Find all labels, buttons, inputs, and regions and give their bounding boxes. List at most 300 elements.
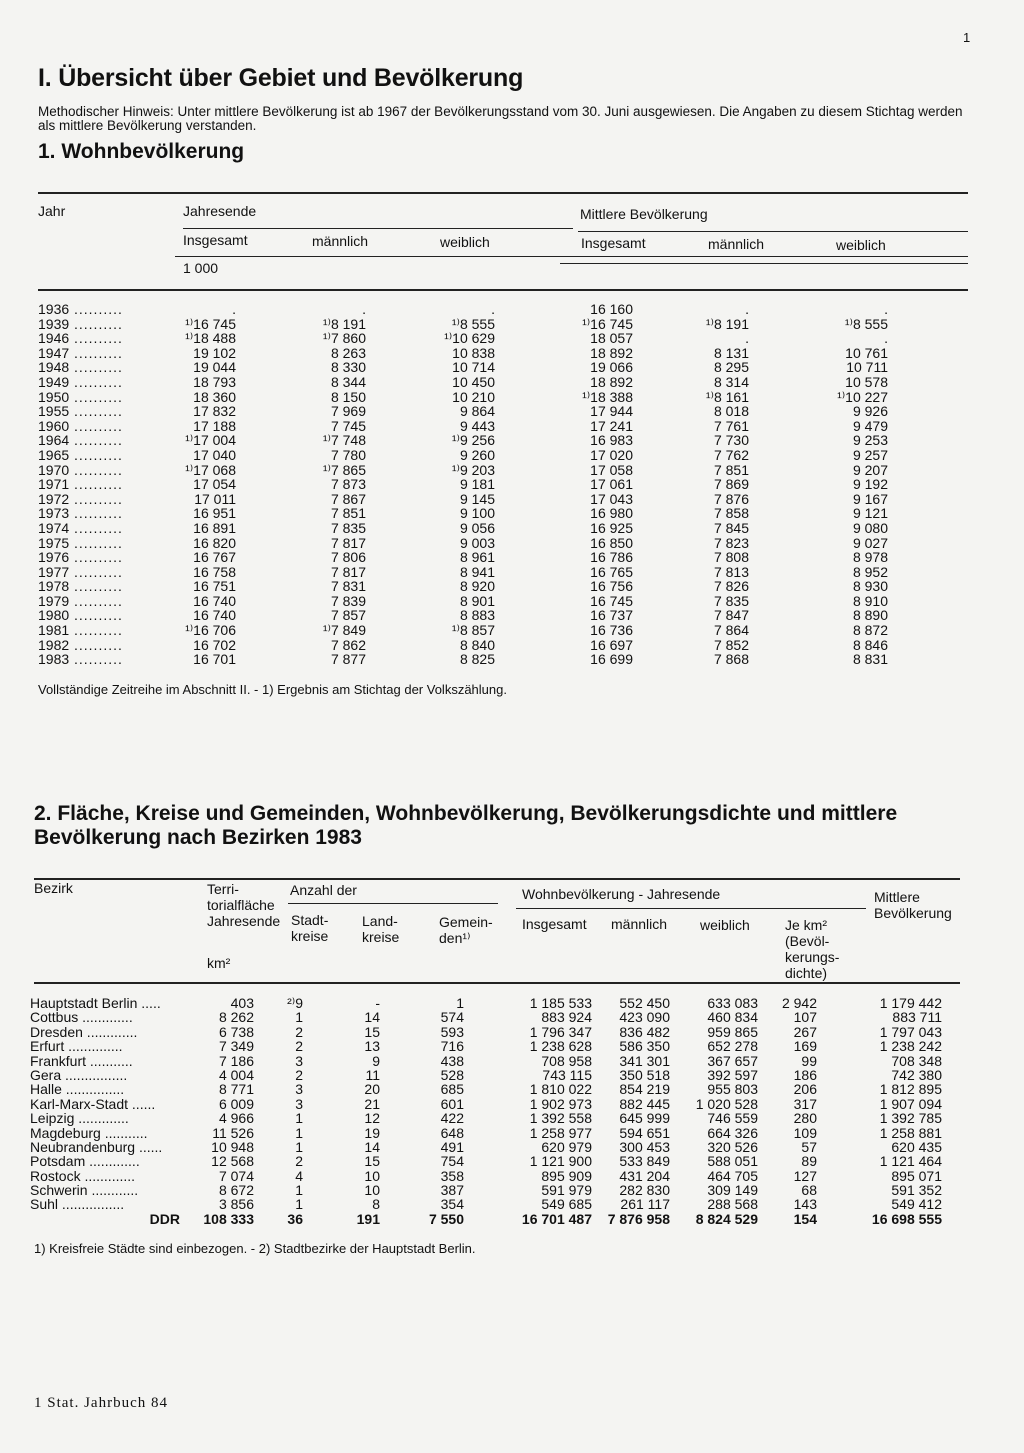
- table2-cell: 438: [440, 1052, 464, 1069]
- table2-rule-anzahl: [288, 903, 498, 904]
- table2-cell-bezirk: Potsdam .............: [30, 1153, 140, 1170]
- table1-cell: 18 360: [193, 388, 236, 405]
- table2-cell: 392 597: [707, 1066, 758, 1083]
- table1-cell: 8 883: [459, 607, 495, 624]
- table2-cell: 2 942: [781, 995, 817, 1011]
- table2-cell: 593: [440, 1023, 464, 1040]
- table2-cell: 8 672: [218, 1182, 254, 1199]
- table1-leader-dots: ..........: [74, 476, 123, 493]
- table1-cell-year: 1947: [38, 344, 70, 361]
- table1-cell: 9 080: [852, 519, 888, 536]
- table1-row: [38, 579, 968, 594]
- table1-cell: 16 891: [193, 519, 236, 536]
- table1-cell: 7 868: [713, 651, 749, 668]
- table1-row: [38, 594, 968, 609]
- table2-row: [30, 1025, 960, 1039]
- table2-header-bottom-rule: [34, 982, 960, 984]
- table1-cell: 7 873: [330, 476, 366, 493]
- table2-cell: 895 909: [541, 1167, 592, 1184]
- table1-row: [38, 565, 968, 580]
- table2-cell: 282 830: [619, 1182, 670, 1199]
- table1-cell: 18 892: [590, 373, 633, 390]
- table1-cell: 7 858: [713, 505, 749, 522]
- table2-cell: 19: [364, 1124, 380, 1141]
- table2-cell: 16 701 487: [521, 1210, 592, 1227]
- table1-cell: ¹⁾16 706: [185, 622, 236, 639]
- table1-cell: 8 344: [330, 373, 366, 390]
- table2-cell: 1 185 533: [529, 995, 592, 1011]
- table1-cell: ¹⁾7 849: [322, 622, 366, 639]
- table1-cell: 19 066: [590, 359, 633, 376]
- table2-row: [30, 1097, 960, 1111]
- table2-cell-bezirk: Halle ...............: [30, 1081, 125, 1098]
- table1-cell-year: 1982: [38, 636, 70, 653]
- table1-cell: 16 951: [193, 505, 236, 522]
- table2-row: [30, 1068, 960, 1082]
- table2-row: [30, 1154, 960, 1168]
- table2-cell: 464 705: [707, 1167, 758, 1184]
- table2-cell: 10: [364, 1182, 380, 1199]
- table1-cell: 9 207: [852, 461, 888, 478]
- table1-cell: ¹⁾8 555: [844, 315, 888, 332]
- table1-leader-dots: ..........: [74, 461, 123, 478]
- table1-row: [38, 638, 968, 653]
- table1-row: [38, 419, 968, 434]
- table2-cell: 320 526: [707, 1138, 758, 1155]
- table2-cell: 4 004: [218, 1066, 254, 1083]
- table2-header-wohnbev: Wohnbevölkerung - Jahresende: [522, 886, 721, 902]
- table1-row: [38, 433, 968, 448]
- table1-cell: 7 864: [713, 622, 749, 639]
- table2-cell: 3 856: [218, 1196, 254, 1213]
- table2-cell: 3: [295, 1081, 303, 1098]
- table1-header-maennlich-1: männlich: [312, 233, 369, 249]
- table2-cell: 460 834: [707, 1009, 758, 1026]
- table1-cell-year: 1972: [38, 490, 70, 507]
- table1-leader-dots: ..........: [74, 432, 123, 449]
- table1-cell: 16 745: [590, 592, 633, 609]
- table2-cell: 1 392 558: [529, 1110, 592, 1127]
- table1-cell: 7 869: [713, 476, 749, 493]
- table2-header-landkreise: Land- kreise: [362, 913, 400, 945]
- table1-cell: 17 832: [193, 403, 236, 420]
- page-number: 1: [963, 30, 971, 45]
- table1-row: [38, 302, 968, 317]
- table1-cell: 7 876: [713, 490, 749, 507]
- table2-title: 2. Fläche, Kreise und Gemeinden, Wohnbevölkerung, Bevölkerungsdichte und mittlere Bevölkerung nach Bezirken 1983: [34, 802, 898, 849]
- table1-cell: 17 020: [590, 446, 633, 463]
- table1-cell: 7 745: [330, 417, 366, 434]
- table1-row: [38, 608, 968, 623]
- table1-cell: 16 701: [193, 651, 236, 668]
- table2-cell: 1 238 628: [529, 1038, 592, 1055]
- table1-cell: 9 181: [459, 476, 495, 493]
- table1-cell-year: 1946: [38, 330, 70, 347]
- table1-cell: 7 730: [713, 432, 749, 449]
- table1-cell: 10 450: [452, 373, 495, 390]
- table2-cell: 12 568: [211, 1153, 254, 1170]
- table2-cell: 261 117: [620, 1196, 670, 1213]
- table1-footnote: Vollständige Zeitreihe im Abschnitt II. - 1) Ergebnis am Stichtag der Volkszählung.: [38, 682, 507, 697]
- table2-cell: 154: [793, 1210, 817, 1227]
- table1-cell-year: 1978: [38, 578, 70, 595]
- table1-row: [38, 404, 968, 419]
- table1-cell: 7 831: [330, 578, 366, 595]
- table1-cell: 16 737: [590, 607, 633, 624]
- table1-leader-dots: ..........: [74, 315, 123, 332]
- table2-cell: 267: [793, 1023, 817, 1040]
- table2-cell-bezirk: Gera ................: [30, 1066, 128, 1083]
- table1-cell: 16 758: [193, 563, 236, 580]
- table1-leader-dots: ..........: [74, 636, 123, 653]
- table1-cell: 10 838: [452, 344, 495, 361]
- table1-cell: .: [362, 301, 366, 317]
- table2-cell: 528: [440, 1066, 464, 1083]
- table1-rule-jahresende: [183, 228, 573, 229]
- table1-cell: 7 762: [713, 446, 749, 463]
- table1-cell: 7 851: [330, 505, 366, 522]
- table1-leader-dots: ..........: [74, 446, 123, 463]
- table2-cell: 601: [440, 1095, 464, 1112]
- table2-cell: 2: [295, 1038, 303, 1055]
- table1-row: [38, 477, 968, 492]
- table1-row: [38, 492, 968, 507]
- table2-header-insgesamt: Insgesamt: [522, 916, 587, 932]
- table2-cell: 1: [456, 995, 464, 1011]
- table1-cell: 16 850: [590, 534, 633, 551]
- table1-cell: 18 793: [193, 373, 236, 390]
- table1-cell-year: 1974: [38, 519, 70, 536]
- table1-cell: ¹⁾10 227: [837, 388, 888, 405]
- table1-cell: 7 817: [330, 563, 366, 580]
- table2-cell: 594 651: [619, 1124, 670, 1141]
- table1-cell: 16 740: [193, 607, 236, 624]
- table1-leader-dots: ..........: [74, 417, 123, 434]
- table1-unit-rule: [175, 256, 968, 257]
- table2-cell: 586 350: [619, 1038, 670, 1055]
- table2-cell: 1 020 528: [695, 1095, 758, 1112]
- table1-cell: 7 857: [330, 607, 366, 624]
- table2-cell: 21: [364, 1095, 380, 1112]
- table1-cell: 8 831: [852, 651, 888, 668]
- table1-cell: 7 817: [330, 534, 366, 551]
- table1-cell: 7 835: [713, 592, 749, 609]
- table1-cell: 16 751: [193, 578, 236, 595]
- table2-cell: 2: [295, 1066, 303, 1083]
- table1-cell: 8 825: [459, 651, 495, 668]
- table2-cell-bezirk: Leipzig .............: [30, 1110, 129, 1127]
- table1-leader-dots: ..........: [74, 519, 123, 536]
- table1-leader-dots: ..........: [74, 490, 123, 507]
- table1-cell: .: [491, 301, 495, 317]
- page-footer: 1 Stat. Jahrbuch 84: [34, 1395, 168, 1411]
- table2-cell: 14: [364, 1138, 380, 1155]
- table1-cell: 9 260: [459, 446, 495, 463]
- table1-cell: ¹⁾17 004: [185, 432, 236, 449]
- table2-cell: 10: [364, 1167, 380, 1184]
- table2-cell: 708 348: [891, 1052, 942, 1069]
- table1-cell-year: 1970: [38, 461, 70, 478]
- table1-cell: 16 699: [590, 651, 633, 668]
- table2-cell: 883 711: [892, 1009, 942, 1026]
- table2-cell: ²⁾9: [287, 995, 303, 1011]
- table1-cell: 16 160: [590, 301, 633, 317]
- table1-leader-dots: ..........: [74, 344, 123, 361]
- table1-header-weiblich-2: weiblich: [836, 237, 886, 253]
- table2-cell: 89: [801, 1153, 817, 1170]
- table1-cell: 9 100: [459, 505, 495, 522]
- table1-cell: 8 890: [852, 607, 888, 624]
- table2-cell: 959 865: [707, 1023, 758, 1040]
- table2-header-weiblich: weiblich: [700, 917, 750, 933]
- table2-cell: 491: [440, 1138, 464, 1155]
- table1-cell: ¹⁾18 388: [582, 388, 633, 405]
- table2-cell: 7 349: [218, 1038, 254, 1055]
- table2-cell-bezirk: Schwerin ............: [30, 1182, 139, 1199]
- table1-cell-year: 1975: [38, 534, 70, 551]
- table2-cell-bezirk: Dresden .............: [30, 1023, 138, 1040]
- table1-header-bottom-rule: [38, 289, 968, 291]
- table1-cell: 17 241: [590, 417, 633, 434]
- table2-cell: 895 071: [891, 1167, 942, 1184]
- table1-cell: 18 057: [590, 330, 633, 347]
- table2-cell: 288 568: [707, 1196, 758, 1213]
- table2-cell: 6 738: [218, 1023, 254, 1040]
- table2-cell: 1: [295, 1196, 303, 1213]
- table2-cell: 317: [793, 1095, 817, 1112]
- table2-cell: 16 698 555: [871, 1210, 942, 1227]
- table2-cell: 280: [793, 1110, 817, 1127]
- table2-cell-bezirk: Erfurt ..............: [30, 1038, 123, 1055]
- table2-cell: 716: [440, 1038, 464, 1055]
- table1-cell: 19 044: [193, 359, 236, 376]
- table1-cell: 8 941: [459, 563, 495, 580]
- table2-cell: 7 186: [218, 1052, 254, 1069]
- table1-cell: ¹⁾7 865: [322, 461, 366, 478]
- table2-cell: 685: [440, 1081, 464, 1098]
- table1-leader-dots: ..........: [74, 301, 123, 317]
- table1-cell: 8 930: [852, 578, 888, 595]
- table2-cell: 431 204: [619, 1167, 670, 1184]
- table1-cell-year: 1973: [38, 505, 70, 522]
- table1-leader-dots: ..........: [74, 622, 123, 639]
- table2-row: [30, 1054, 960, 1068]
- table1-cell-year: 1936: [38, 301, 70, 317]
- table1-cell: 7 839: [330, 592, 366, 609]
- table2-header-maennlich: männlich: [611, 916, 668, 932]
- table1-cell: 10 210: [452, 388, 495, 405]
- table1-row: [38, 652, 968, 667]
- table2-cell: 191: [356, 1210, 380, 1227]
- table1-cell: 8 978: [852, 549, 888, 566]
- table1-cell: .: [745, 330, 749, 347]
- table2-row: [30, 1126, 960, 1140]
- table1-row: [38, 623, 968, 638]
- table2-cell-bezirk: Neubrandenburg ......: [30, 1138, 163, 1155]
- table2-cell: 3: [295, 1095, 303, 1112]
- table1-cell: 7 835: [330, 519, 366, 536]
- table2-cell: 645 999: [619, 1110, 670, 1127]
- table2-cell: 11 526: [212, 1124, 254, 1141]
- table2-cell: 9: [372, 1052, 380, 1069]
- table2-row: [30, 1169, 960, 1183]
- table1-cell: 9 003: [459, 534, 495, 551]
- table1-cell: 17 061: [590, 476, 633, 493]
- table2-row: [30, 1111, 960, 1125]
- table2-header-mittlere: Mittlere Bevölkerung: [874, 889, 952, 921]
- table2-header-gemeinden: Gemein- den¹⁾: [439, 914, 493, 946]
- table2-cell: 403: [230, 995, 254, 1011]
- table2-cell: 588 051: [707, 1153, 758, 1170]
- table1-row: [38, 360, 968, 375]
- table1-cell: 9 864: [459, 403, 495, 420]
- table1-cell: 16 740: [193, 592, 236, 609]
- table2-cell: 14: [364, 1009, 380, 1026]
- table1-cell: 8 910: [852, 592, 888, 609]
- table2-cell: 354: [440, 1196, 464, 1213]
- table1-cell: 16 697: [590, 636, 633, 653]
- table2-cell: 13: [364, 1038, 380, 1055]
- table2-cell: 882 445: [619, 1095, 670, 1112]
- table2-cell: 652 278: [707, 1038, 758, 1055]
- table2-cell: 620 979: [541, 1138, 592, 1155]
- table2-cell: 1: [295, 1009, 303, 1026]
- table1-cell-year: 1965: [38, 446, 70, 463]
- table1-cell: 8 295: [713, 359, 749, 376]
- table2-cell: 10 948: [211, 1138, 254, 1155]
- table2-cell-bezirk: Rostock .............: [30, 1167, 136, 1184]
- table2-cell: 3: [295, 1052, 303, 1069]
- table2-row: [30, 1140, 960, 1154]
- table2-cell: 836 482: [619, 1023, 670, 1040]
- table1-cell-year: 1949: [38, 373, 70, 390]
- table1-row: [38, 331, 968, 346]
- table1-cell: 7 780: [330, 446, 366, 463]
- table1-cell: 7 862: [330, 636, 366, 653]
- table2-cell: 1 258 881: [879, 1124, 942, 1141]
- table1-leader-dots: ..........: [74, 549, 123, 566]
- table1-cell: 10 761: [845, 344, 888, 361]
- table1-header-insgesamt-1: Insgesamt: [183, 232, 248, 248]
- table2-cell: 7 876 958: [607, 1210, 670, 1227]
- table1-cell: 17 043: [590, 490, 633, 507]
- table2-cell: 552 450: [619, 995, 670, 1011]
- table1-cell: ¹⁾9 256: [451, 432, 495, 449]
- table1-leader-dots: ..........: [74, 359, 123, 376]
- table2-cell-bezirk: Karl-Marx-Stadt ......: [30, 1095, 156, 1112]
- table2-row: [30, 1039, 960, 1053]
- table2-cell: 1: [295, 1124, 303, 1141]
- table1-row: [38, 521, 968, 536]
- table2-cell: 1 392 785: [879, 1110, 942, 1127]
- table1-cell: 9 192: [852, 476, 888, 493]
- table1-cell: 8 263: [330, 344, 366, 361]
- table2-cell: 664 326: [707, 1124, 758, 1141]
- table1-cell: 7 845: [713, 519, 749, 536]
- table2-cell: 7 074: [218, 1167, 254, 1184]
- table2-cell: 8 824 529: [695, 1210, 758, 1227]
- table2-cell: 422: [440, 1110, 464, 1127]
- table1-cell: ¹⁾16 745: [185, 315, 236, 332]
- table2-header-stadtkreise: Stadt- kreise: [291, 912, 329, 944]
- table1-header-weiblich-1: weiblich: [440, 234, 490, 250]
- table2-cell: 4 966: [218, 1110, 254, 1127]
- table1-cell: 16 765: [590, 563, 633, 580]
- table1-cell: 8 314: [713, 373, 749, 390]
- table2-cell: 350 518: [619, 1066, 670, 1083]
- table2-cell: 387: [440, 1182, 464, 1199]
- table2-cell: 591 979: [541, 1182, 592, 1199]
- table1-row: [38, 463, 968, 478]
- table2-header-flaeche-unit: km²: [207, 955, 231, 971]
- table2-header-dichte: Je km² (Bevöl- kerungs- dichte): [785, 917, 840, 981]
- table1-body: [38, 302, 968, 667]
- table2-cell: 57: [801, 1138, 817, 1155]
- table2-cell: 1 812 895: [879, 1081, 942, 1098]
- table1-header-maennlich-2: männlich: [708, 236, 765, 252]
- table1-cell: 7 806: [330, 549, 366, 566]
- table1-cell: ¹⁾7 860: [322, 330, 366, 347]
- table1-cell: 17 188: [193, 417, 236, 434]
- table1-cell: ¹⁾8 555: [451, 315, 495, 332]
- table1-cell: 7 867: [330, 490, 366, 507]
- table1-cell: 9 145: [459, 490, 495, 507]
- table1-cell: 9 443: [459, 417, 495, 434]
- table2-top-rule: [34, 878, 960, 880]
- table1-cell-year: 1948: [38, 359, 70, 376]
- table2-cell: 2: [295, 1153, 303, 1170]
- table2-cell: 109: [793, 1124, 817, 1141]
- table1-leader-dots: ..........: [74, 388, 123, 405]
- table2-cell: 620 435: [891, 1138, 942, 1155]
- table2-cell: 186: [793, 1066, 817, 1083]
- table1-unit: 1 000: [183, 260, 219, 276]
- table2-cell: 300 453: [619, 1138, 670, 1155]
- table1-cell: 9 121: [852, 505, 888, 522]
- table1-cell-year: 1980: [38, 607, 70, 624]
- table2-cell: 746 559: [707, 1110, 758, 1127]
- table1-cell: ¹⁾18 488: [185, 330, 236, 347]
- table1-row: [38, 536, 968, 551]
- table2-rule-wohnbev: [516, 908, 866, 909]
- table1-cell: ¹⁾7 748: [322, 432, 366, 449]
- table2-cell: 358: [440, 1167, 464, 1184]
- table2-cell: 549 685: [541, 1196, 592, 1213]
- table1-cell: 9 479: [852, 417, 888, 434]
- table1-cell: 7 813: [713, 563, 749, 580]
- table2-cell: 367 657: [707, 1052, 758, 1069]
- table2-cell: 20: [364, 1081, 380, 1098]
- table1-cell: .: [232, 301, 236, 317]
- table1-rule-under-unit: [560, 263, 968, 264]
- table2-cell: 309 149: [707, 1182, 758, 1199]
- table1-cell: 16 756: [590, 578, 633, 595]
- table1-cell: 9 167: [852, 490, 888, 507]
- table1-leader-dots: ..........: [74, 607, 123, 624]
- table1-cell-year: 1964: [38, 432, 70, 449]
- table2-cell: 8 262: [218, 1009, 254, 1026]
- table2-row: [30, 1082, 960, 1096]
- table1-top-rule: [38, 192, 968, 194]
- table2-cell: -: [375, 995, 380, 1011]
- table1-cell: ¹⁾8 857: [451, 622, 495, 639]
- table1-cell: ¹⁾8 161: [705, 388, 749, 405]
- table1-cell: 10 711: [846, 359, 888, 376]
- table2-cell: 341 301: [619, 1052, 670, 1069]
- table1-cell: ¹⁾10 629: [444, 330, 495, 347]
- table1-cell: 8 150: [330, 388, 366, 405]
- table1-row: [38, 317, 968, 332]
